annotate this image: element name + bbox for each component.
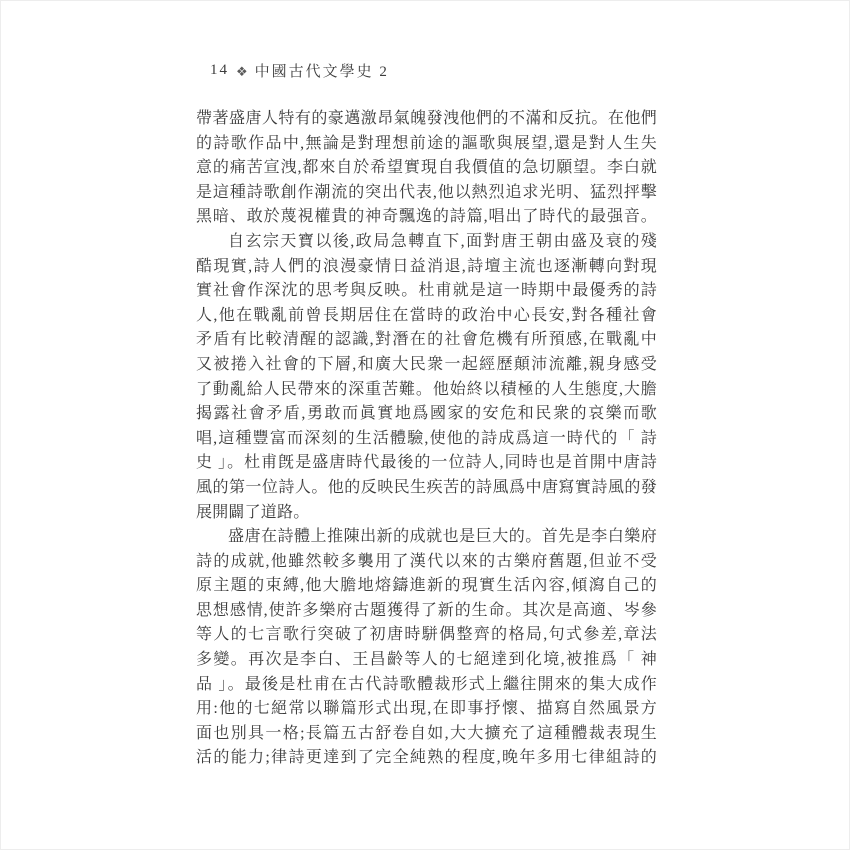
text-line: 實社會作深沈的思考與反映。杜甫就是這一時期中最優秀的詩 <box>196 282 657 300</box>
text-line: 史 」。杜甫旣是盛唐時代最後的一位詩人,同時也是首開中唐詩 <box>196 454 657 472</box>
page-number: 14 <box>210 62 229 78</box>
paragraph <box>196 230 657 525</box>
running-header <box>210 60 389 81</box>
text-line: 多變。再次是李白、王昌齡等人的七絕達到化境,被推爲「 神 <box>196 651 657 669</box>
text-line: 自玄宗天寶以後,政局急轉直下,面對唐王朝由盛及衰的殘 <box>228 232 657 250</box>
text-line: 唱,這種豐富而深刻的生活體驗,使他的詩成爲這一時代的「 詩 <box>196 429 657 447</box>
book-title: 中國古代文學史 2 <box>254 64 389 80</box>
ornament-diamond-icon: ❖ <box>236 63 248 79</box>
text-line: 思想感情,使許多樂府古題獲得了新的生命。其次是高適、岑參 <box>196 601 657 619</box>
text-line: 是這種詩歌創作潮流的突出代表,他以熱烈追求光明、猛烈抨擊 <box>196 183 657 201</box>
text-line: 的詩歌作品中,無論是對理想前途的謳歌與展望,還是對人生失 <box>196 134 657 152</box>
paragraph <box>196 525 657 771</box>
text-line: 揭露社會矛盾,勇敢而眞實地爲國家的安危和民衆的哀樂而歌 <box>196 405 657 423</box>
text-line: 意的痛苦宣洩,都來自於希望實現自我價值的急切願望。李白就 <box>196 159 657 177</box>
text-line: 活的能力;律詩更達到了完全純熟的程度,晚年多用七律組詩的 <box>196 749 657 767</box>
text-line: 詩的成就,他雖然較多襲用了漢代以來的古樂府舊題,但並不受 <box>196 552 657 570</box>
text-line: 了動亂給人民帶來的深重苦難。他始終以積極的人生態度,大膽 <box>196 380 657 398</box>
text-line: 黑暗、敢於蔑視權貴的神奇飄逸的詩篇,唱出了時代的最强音。 <box>196 208 657 226</box>
text-line: 帶著盛唐人特有的豪邁激昂氣魄發洩他們的不滿和反抗。在他們 <box>196 110 657 127</box>
text-line: 風的第一位詩人。他的反映民生疾苦的詩風爲中唐寫實詩風的發 <box>196 478 657 496</box>
text-line: 面也別具一格;長篇五古舒卷自如,大大擴充了這種體裁表現生 <box>196 724 657 742</box>
text-content <box>196 107 657 771</box>
text-line: 等人的七言歌行突破了初唐時駢偶整齊的格局,句式參差,章法 <box>196 626 657 644</box>
paragraph <box>196 107 657 230</box>
text-line: 品 」。最後是杜甫在古代詩歌體裁形式上繼往開來的集大成作 <box>196 675 657 693</box>
text-line: 酷現實,詩人們的浪漫豪情日益消退,詩壇主流也逐漸轉向對現 <box>196 257 657 275</box>
text-line: 展開闢了道路。 <box>196 503 310 521</box>
text-line: 原主題的束縛,他大膽地熔鑄進新的現實生活內容,傾瀉自己的 <box>196 577 657 595</box>
text-line: 盛唐在詩體上推陳出新的成就也是巨大的。首先是李白樂府 <box>228 528 657 546</box>
text-line: 人,他在戰亂前曾長期居住在當時的政治中心長安,對各種社會 <box>196 306 657 324</box>
text-line: 矛盾有比較清醒的認識,對潛在的社會危機有所預感,在戰亂中 <box>196 331 657 349</box>
text-line: 用:他的七絕常以聯篇形式出現,在即事抒懷、描寫自然風景方 <box>196 700 657 718</box>
text-line: 又被捲入社會的下層,和廣大民衆一起經歷顛沛流離,親身感受 <box>196 355 657 373</box>
